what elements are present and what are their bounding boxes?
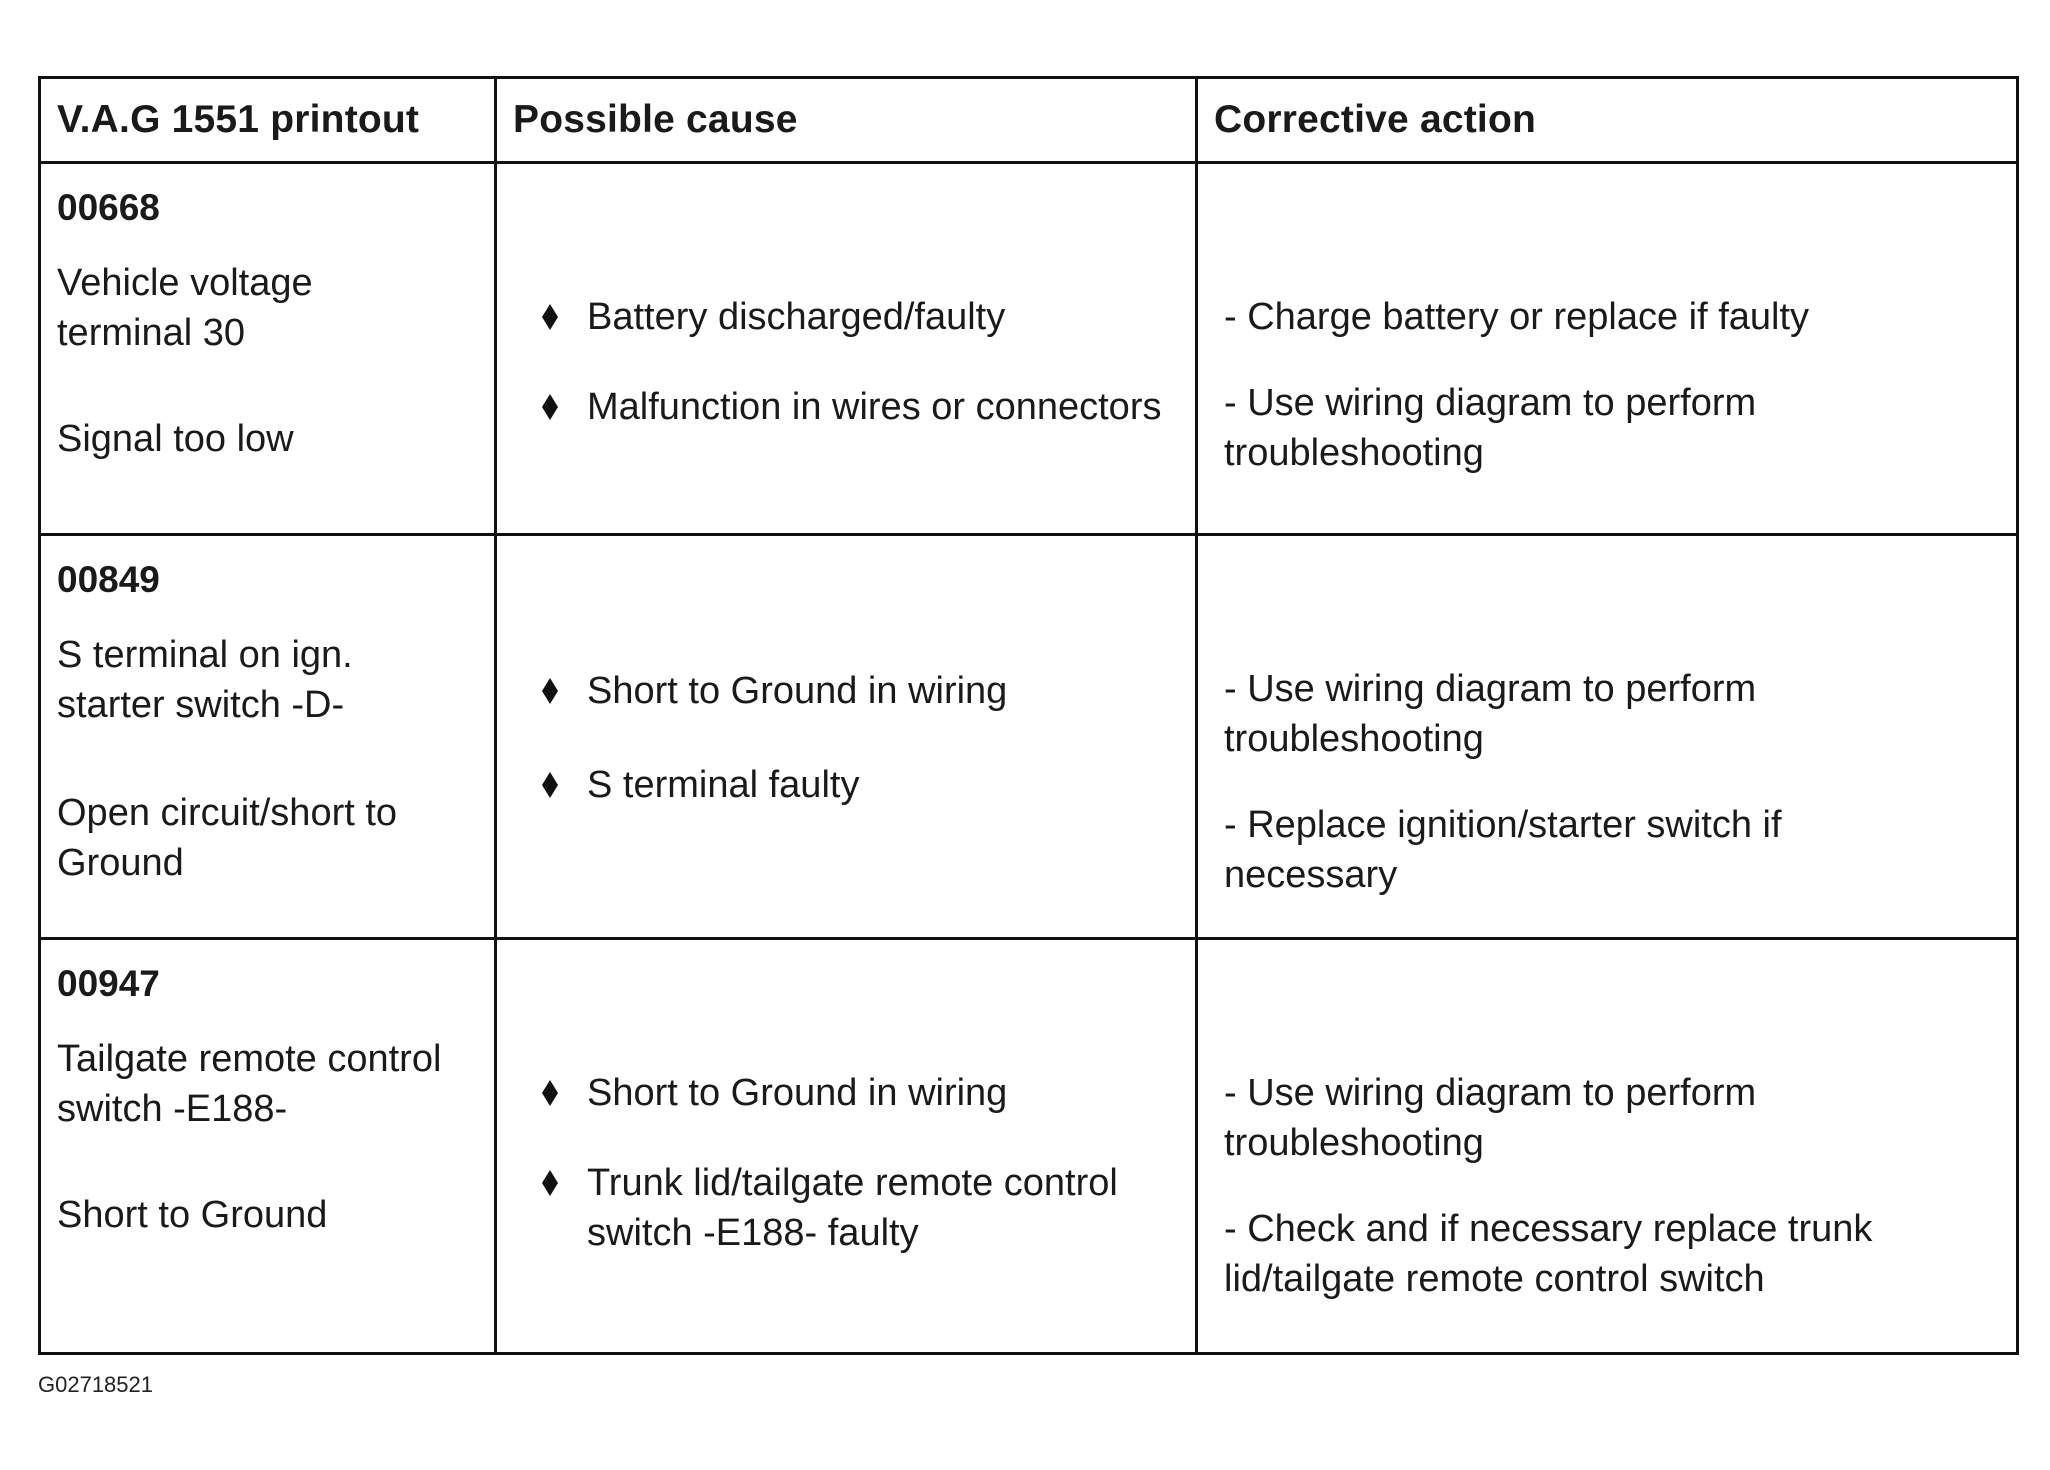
- diamond-bullet-icon: [537, 678, 563, 704]
- cause-list: [497, 292, 1195, 432]
- cause-text: Battery discharged/faulty: [587, 296, 1006, 338]
- diamond-bullet-icon: [537, 772, 563, 798]
- possible-cause-cell: [496, 939, 1197, 1354]
- fault-signal: Short to Ground: [57, 1194, 328, 1236]
- action-text: - Charge battery or replace if faulty: [1224, 296, 1810, 338]
- table-header-row: [40, 78, 2018, 163]
- header-corrective-action: Corrective action: [1197, 78, 2018, 163]
- fault-signal: Open circuit/short to Ground: [57, 792, 398, 884]
- fault-code: 00668: [57, 187, 160, 228]
- corrective-action-cell: [1197, 163, 2018, 535]
- diamond-bullet-icon: [537, 394, 563, 420]
- list-item: [497, 382, 1195, 432]
- possible-cause-cell: [496, 535, 1197, 939]
- corrective-action-cell: [1197, 535, 2018, 939]
- action-text: - Use wiring diagram to perform troubleshooting: [1224, 382, 1757, 474]
- cause-list: [497, 1068, 1195, 1258]
- possible-cause-cell: [496, 163, 1197, 535]
- action-text: - Use wiring diagram to perform troubleshooting: [1224, 1072, 1757, 1164]
- diamond-bullet-icon: [537, 1080, 563, 1106]
- list-item: [497, 666, 1195, 716]
- action-text: - Replace ignition/starter switch if necessary: [1224, 804, 1782, 896]
- table-row: [40, 535, 2018, 939]
- list-item: [497, 1158, 1195, 1258]
- action-text: - Check and if necessary replace trunk lid/tailgate remote control switch: [1224, 1208, 1873, 1300]
- fault-code: 00849: [57, 559, 160, 600]
- cause-text: Short to Ground in wiring: [587, 1072, 1008, 1114]
- figure-id: G02718521: [38, 1372, 153, 1397]
- list-item: [497, 760, 1195, 810]
- table-row: [40, 939, 2018, 1354]
- cause-text: Short to Ground in wiring: [587, 670, 1008, 712]
- diamond-bullet-icon: [537, 1170, 563, 1196]
- fault-code-table: [38, 76, 2019, 1355]
- fault-description: Tailgate remote control switch -E188-: [57, 1038, 442, 1130]
- action-text: - Use wiring diagram to perform troubleshooting: [1224, 668, 1757, 760]
- list-item: [497, 292, 1195, 342]
- header-possible-cause: Possible cause: [496, 78, 1197, 163]
- cause-text: Trunk lid/tailgate remote control switch -E188- faulty: [587, 1162, 1118, 1254]
- cause-text: S terminal faulty: [587, 764, 860, 806]
- printout-cell: [40, 535, 496, 939]
- corrective-action-cell: [1197, 939, 2018, 1354]
- fault-description: S terminal on ign. starter switch -D-: [57, 634, 353, 726]
- cause-list: [497, 666, 1195, 810]
- fault-code: 00947: [57, 963, 160, 1004]
- diamond-bullet-icon: [537, 304, 563, 330]
- printout-cell: [40, 939, 496, 1354]
- fault-description: Vehicle voltage terminal 30: [57, 262, 313, 354]
- fault-signal: Signal too low: [57, 418, 294, 460]
- list-item: [497, 1068, 1195, 1118]
- cause-text: Malfunction in wires or connectors: [587, 386, 1162, 428]
- table-row: [40, 163, 2018, 535]
- header-printout: V.A.G 1551 printout: [40, 78, 496, 163]
- printout-cell: [40, 163, 496, 535]
